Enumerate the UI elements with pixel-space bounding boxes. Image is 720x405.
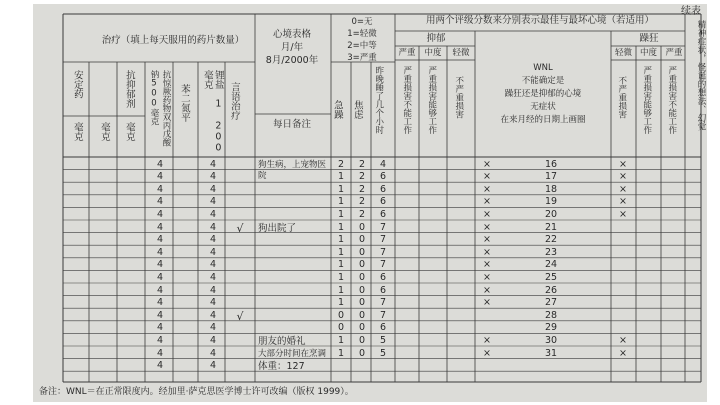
header-dep-mild: 不严重损害 [453, 76, 464, 119]
talk-therapy-check: √ [236, 309, 244, 323]
sleep-hours: 6 [379, 284, 387, 296]
irritability-score: 1 [337, 259, 345, 271]
mania-title: 躁狂 [639, 33, 659, 44]
day-of-month: 29 [544, 322, 558, 334]
header-psychotic-symptoms: 精神症状，怪诞的想法、幻觉 [696, 20, 706, 131]
lithium-count: 4 [209, 297, 217, 309]
dep-mild-label: 轻微 [452, 48, 470, 58]
rating-title: 用两个评级分数来分别表示最佳与最坏心境（若适用） [425, 15, 654, 26]
anxiety-score: 0 [358, 271, 366, 283]
anxiety-score: 2 [358, 158, 366, 170]
day-of-month: 17 [544, 171, 558, 183]
sleep-hours: 6 [379, 196, 387, 208]
depression-mark: × [483, 183, 491, 195]
header-man-mild: 不严重损害 [616, 76, 627, 119]
mania-mark: × [619, 208, 627, 220]
anticonvulsant-count: 4 [156, 234, 164, 246]
header-stabilizer-unit: 毫克 [71, 122, 83, 141]
dep-severe-label: 严重 [398, 48, 416, 58]
lithium-count: 4 [209, 259, 217, 271]
day-of-month: 26 [544, 284, 558, 296]
sleep-hours: 7 [379, 221, 387, 233]
anticonvulsant-count: 4 [156, 322, 164, 334]
day-of-month: 22 [544, 234, 558, 246]
anxiety-score: 0 [358, 284, 366, 296]
day-of-month: 24 [544, 259, 558, 271]
lithium-count: 4 [209, 171, 217, 183]
anticonvulsant-count: 4 [156, 246, 164, 258]
anticonvulsant-count: 4 [156, 309, 164, 321]
irritability-score: 1 [337, 234, 345, 246]
depression-mark: × [483, 297, 491, 309]
irritability-score: 1 [337, 334, 345, 346]
anticonvulsant-count: 4 [156, 158, 164, 170]
footnote: 备注：WNL＝在正常限度内。经加里·萨克思医学博士许可改编（版权 1999）。 [39, 387, 354, 397]
anticonvulsant-count: 4 [156, 196, 164, 208]
depression-mark: × [483, 334, 491, 346]
anticonvulsant-count: 4 [156, 171, 164, 183]
depression-mark: × [483, 158, 491, 170]
anticonvulsant-count: 4 [156, 347, 164, 359]
depression-mark: × [483, 234, 491, 246]
daily-note: 体重：127 [258, 361, 305, 373]
header-benzodiazepine: 苯二氮平 [178, 84, 190, 122]
anticonvulsant-count: 4 [156, 334, 164, 346]
mania-mark: × [619, 171, 627, 183]
mania-mark: × [619, 334, 627, 346]
depression-mark: × [483, 171, 491, 183]
anticonvulsant-count: 4 [156, 297, 164, 309]
irritability-score: 1 [337, 221, 345, 233]
header-sleep-hours: 昨晚睡了几个小时 [373, 66, 384, 134]
sleep-hours: 7 [379, 309, 387, 321]
dep-moderate-label: 中度 [424, 48, 442, 58]
anticonvulsant-count: 4 [156, 271, 164, 283]
talk-therapy-check: √ [236, 221, 244, 235]
anxiety-score: 0 [358, 297, 366, 309]
mania-mark: × [619, 183, 627, 195]
irritability-score: 0 [337, 309, 345, 321]
irritability-score: 1 [337, 196, 345, 208]
header-antidepressant: 抗抑郁剂 [123, 70, 135, 108]
lithium-count: 4 [209, 158, 217, 170]
sleep-hours: 6 [379, 271, 387, 283]
depression-mark: × [483, 284, 491, 296]
anxiety-score: 0 [358, 234, 366, 246]
daily-note: 狗生病，上宠物医院 [258, 159, 327, 181]
sleep-hours: 6 [379, 171, 387, 183]
lithium-count: 4 [209, 360, 217, 372]
anticonvulsant-count: 4 [156, 183, 164, 195]
day-of-month: 20 [544, 208, 558, 220]
lithium-count: 4 [209, 322, 217, 334]
anticonvulsant-count: 4 [156, 360, 164, 372]
sleep-hours: 5 [379, 334, 387, 346]
man-moderate-label: 中度 [639, 48, 657, 58]
header-dep-severe: 严重损害不能工作 [401, 66, 412, 134]
depression-mark: × [483, 347, 491, 359]
mania-mark: × [619, 158, 627, 170]
lithium-count: 4 [209, 284, 217, 296]
depression-mark: × [483, 221, 491, 233]
irritability-score: 1 [337, 246, 345, 258]
anticonvulsant-count: 4 [156, 259, 164, 271]
daily-note: 朋友的婚礼 [258, 335, 306, 347]
lithium-count: 4 [209, 208, 217, 220]
lithium-count: 4 [209, 246, 217, 258]
day-of-month: 19 [544, 196, 558, 208]
header-man-moderate: 严重损害能够工作 [641, 66, 652, 134]
depression-mark: × [483, 196, 491, 208]
lithium-count: 4 [209, 347, 217, 359]
sleep-hours: 6 [379, 322, 387, 334]
header-man-severe: 严重损害不能工作 [666, 66, 677, 134]
depression-mark: × [483, 246, 491, 258]
irritability-score: 1 [337, 208, 345, 220]
scale-legend: 0=无 1=轻微 2=中等 3=严重 [347, 17, 377, 63]
sleep-hours: 6 [379, 208, 387, 220]
sleep-hours: 4 [379, 158, 387, 170]
day-of-month: 21 [544, 221, 558, 233]
anxiety-score: 0 [358, 259, 366, 271]
day-of-month: 16 [544, 158, 558, 170]
anxiety-score: 2 [358, 208, 366, 220]
lithium-count: 4 [209, 234, 217, 246]
anxiety-score: 0 [358, 334, 366, 346]
chart-page [33, 4, 707, 402]
irritability-score: 0 [337, 322, 345, 334]
irritability-score: 1 [337, 271, 345, 283]
header-irritability: 急躁 [331, 100, 343, 119]
anticonvulsant-count: 4 [156, 284, 164, 296]
mania-mark: × [619, 347, 627, 359]
anxiety-score: 0 [358, 221, 366, 233]
header-daily-notes: 每日备注 [272, 119, 311, 130]
header-lithium: 锂盐 1 200毫克 [201, 70, 224, 154]
day-of-month: 27 [544, 297, 558, 309]
header-talk-therapy: 言语治疗 [228, 82, 240, 120]
depression-mark: × [483, 208, 491, 220]
header-anxiety: 焦虑 [351, 100, 363, 119]
header-dep-moderate: 严重损害能够工作 [426, 66, 437, 134]
sleep-hours: 7 [379, 246, 387, 258]
day-of-month: 25 [544, 271, 558, 283]
lithium-count: 4 [209, 271, 217, 283]
mood-chart-title: 心境表格 月/年 8月/2000年 [265, 29, 319, 66]
irritability-score: 1 [337, 297, 345, 309]
continuation-label: 续表 [681, 6, 701, 17]
anxiety-score: 2 [358, 196, 366, 208]
anxiety-score: 2 [358, 171, 366, 183]
treatment-title: 治疗（填上每天服用的药片数量） [101, 35, 245, 46]
depression-mark: × [483, 259, 491, 271]
header-stabilizer: 安定药 [71, 70, 83, 99]
depression-title: 抑郁 [426, 33, 446, 44]
lithium-count: 4 [209, 309, 217, 321]
day-of-month: 30 [544, 334, 558, 346]
anticonvulsant-count: 4 [156, 221, 164, 233]
depression-mark: × [483, 271, 491, 283]
sleep-hours: 7 [379, 259, 387, 271]
lithium-count: 4 [209, 334, 217, 346]
irritability-score: 1 [337, 171, 345, 183]
anxiety-score: 2 [358, 183, 366, 195]
anticonvulsant-count: 4 [156, 208, 164, 220]
irritability-score: 2 [337, 158, 345, 170]
man-severe-label: 严重 [665, 48, 683, 58]
sleep-hours: 7 [379, 297, 387, 309]
anxiety-score: 0 [358, 309, 366, 321]
irritability-score: 1 [337, 284, 345, 296]
day-of-month: 31 [544, 347, 558, 359]
header-antidepressant-unit: 毫克 [123, 122, 135, 141]
lithium-count: 4 [209, 221, 217, 233]
lithium-count: 4 [209, 183, 217, 195]
anxiety-score: 0 [358, 322, 366, 334]
header-blank-unit: 毫克 [98, 122, 110, 141]
sleep-hours: 6 [379, 183, 387, 195]
mania-mark: × [619, 196, 627, 208]
sleep-hours: 7 [379, 234, 387, 246]
daily-note: 狗出院了 [258, 222, 297, 234]
man-mild-label: 轻微 [614, 48, 632, 58]
irritability-score: 1 [337, 347, 345, 359]
day-of-month: 28 [544, 309, 558, 321]
day-of-month: 18 [544, 183, 558, 195]
day-of-month: 23 [544, 246, 558, 258]
wnl-text: WNL 不能确定是 躁狂还是抑郁的心境 无症状 在来月经的日期上画圈 [500, 63, 586, 125]
irritability-score: 1 [337, 183, 345, 195]
anxiety-score: 0 [358, 246, 366, 258]
sleep-hours: 5 [379, 347, 387, 359]
anxiety-score: 0 [358, 347, 366, 359]
daily-note: 大部分时间在烹调 [258, 348, 327, 359]
header-anticonvulsant: 抗惊厥药物双丙戊酸钠500毫克 [149, 70, 171, 147]
lithium-count: 4 [209, 196, 217, 208]
